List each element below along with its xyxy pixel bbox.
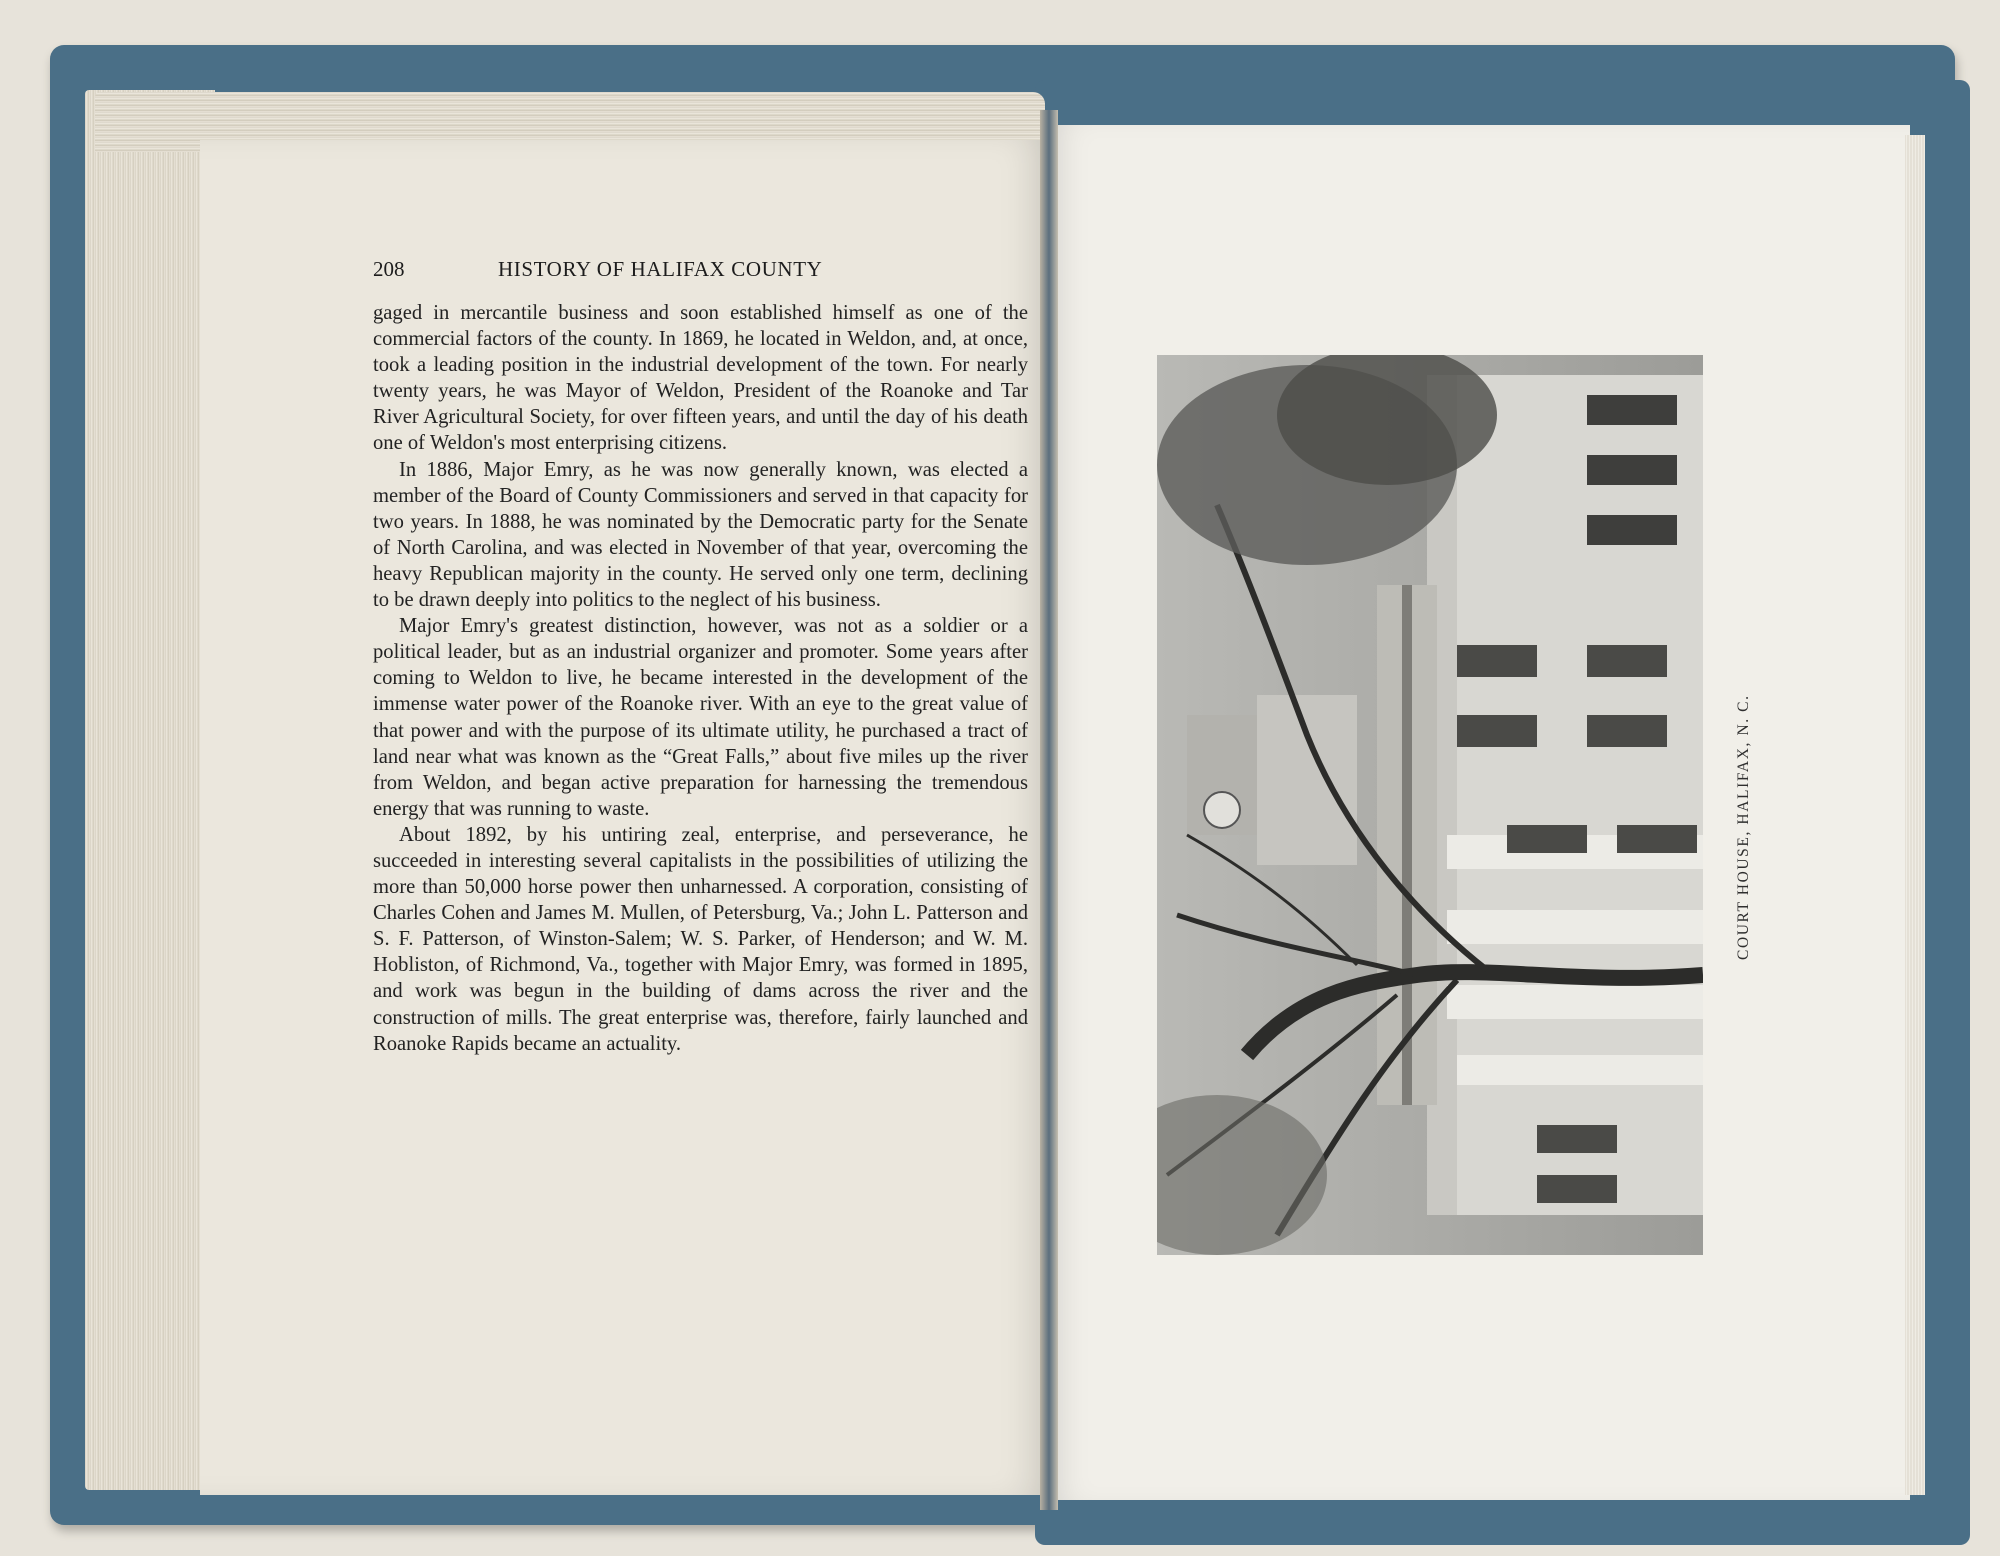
- paragraph: In 1886, Major Emry, as he was now generally known, was elected a member of the Board of County Commissioners and served in that capacity for two years. In 1888, he was nominated by the Democratic party for the Senate of North Carolina, and was elected in November of that year, overcoming the heavy Republican majority in the county. He served only one term, declining to be drawn deeply into politics to the neglect of his business.: [373, 458, 1028, 612]
- running-title: HISTORY OF HALIFAX COUNTY: [498, 257, 823, 281]
- paragraph: gaged in mercantile business and soon established himself as one of the commercial factors of the county. In 1869, he located in Weldon, and, at once, took a leading position in the industrial development of the town. For nearly twenty years, he was Mayor of Weldon, President of the Roanoke and Tar River Agricultural Society, for over fifteen years, and until the day of his death one of Weldon's most enterprising citizens.: [373, 302, 1028, 455]
- paragraph: About 1892, by his untiring zeal, enterprise, and perseverance, he succeeded in interesting several capitalists in the possibilities of utilizing the more than 50,000 horse power then unharnessed. A corporation, consisting of Charles Cohen and James M. Mullen, of Petersburg, Va.; John L. Patterson and S. F. Patterson, of Winston-Salem; W. S. Parker, of Henderson; and W. M. Hobliston, of Richmond, Va., together with Major Emry, was formed in 1895, and work was begun in the building of dams across the river and the construction of mills. The great enterprise was, therefore, fairly launched and Roanoke Rapids became an actuality.: [373, 823, 1028, 1055]
- right-page-edge: [1905, 135, 1925, 1495]
- court-house-photo: [1157, 355, 1703, 1255]
- photo-caption: COURT HOUSE, HALIFAX, N. C.: [1735, 694, 1752, 960]
- body-text: [373, 300, 1028, 1057]
- court-house-illustration: [1157, 355, 1703, 1255]
- book-gutter: [1040, 110, 1058, 1510]
- paragraph: Major Emry's greatest distinction, however, was not as a soldier or a political leader, but as an industrial organizer and promoter. Some years after coming to Weldon to live, he became interested in the development of the immense water power of the Roanoke river. With an eye to the great value of that power and with the purpose of its ultimate utility, he purchased a tract of land near what was known as the “Great Falls,” about five miles up the river from Weldon, and began active preparation for harnessing the tremendous energy that was running to waste.: [373, 615, 1028, 820]
- page-stack-edge: [85, 90, 215, 1490]
- running-head: [373, 257, 1028, 287]
- page-number: 208: [373, 257, 405, 281]
